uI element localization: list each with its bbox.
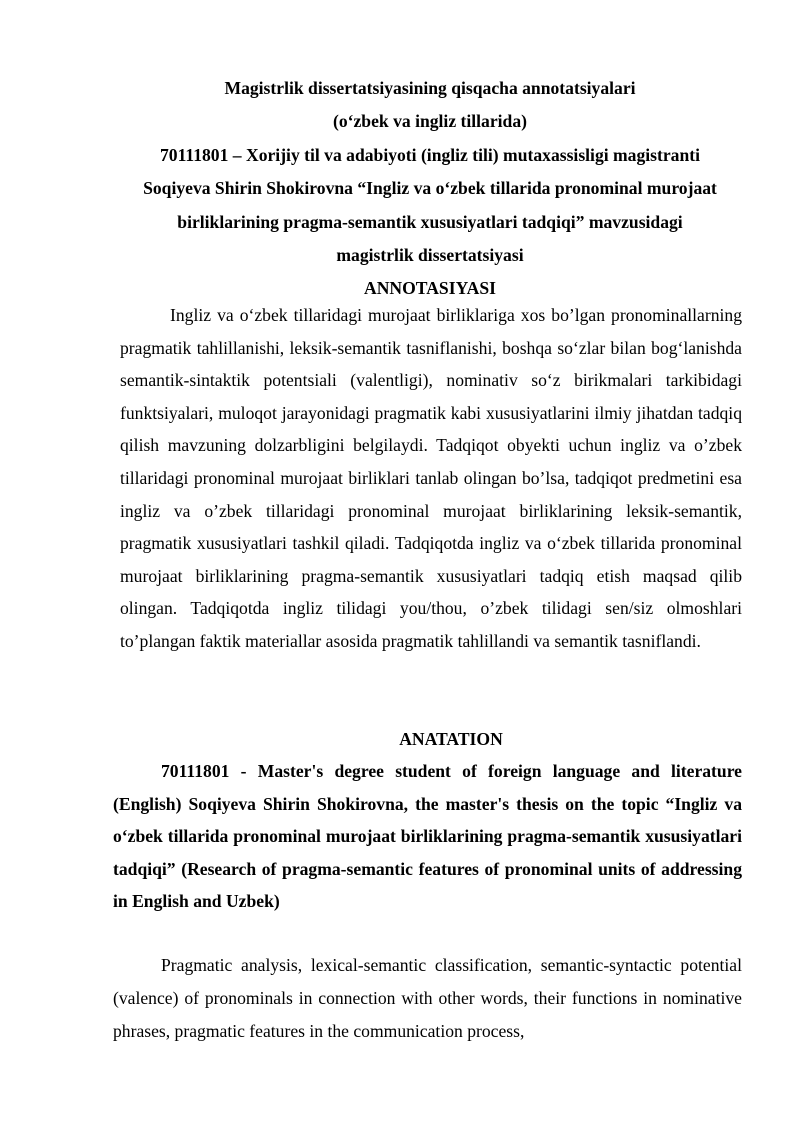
english-section-title: ANATATION [399, 729, 503, 749]
document-heading [110, 72, 750, 306]
english-body-paragraph: Pragmatic analysis, lexical-semantic classification, semantic-syntactic potential (valence) of pronominals in connection with other words, their functions in nominative phrases, pragmatic features in the communication process, [113, 955, 742, 1041]
heading-line-title: Magistrlik dissertatsiyasining qisqacha annotatsiyalari [224, 78, 636, 98]
uzbek-annotation-paragraph: Ingliz va o‘zbek tillaridagi murojaat birliklariga xos bo’lgan pronominallarning pragmatik tahlillanishi, leksik-semantik tasniflanishi, boshqa so‘zlar bilan bog‘lanishda semantik-sintaktik potentsiali (valentligi), nominativ so‘z birikmalari tarkibidagi funktsiyalari, muloqot jarayonidagi pragmatik kabi xususiyatlarini ilmiy jihatdan tadqiq qilish mavzuning dolzarbligini belgilaydi. Tadqiqot obyekti uchun ingliz va o’zbek tillaridagi pronominal murojaat birliklari tanlab olingan bo’lsa, tadqiqot predmetini esa ingliz va o’zbek tillaridagi pronominal murojaat birliklarining leksik-semantik, pragmatik xususiyatlari tashkil qiladi. Tadqiqotda ingliz va o‘zbek tillarida pronominal murojaat birliklarining pragma-semantik xususiyatlari tadqiq etish maqsad qilib olingan. Tadqiqotda ingliz tilidagi you/thou, o’zbek tilidagi sen/siz olmoshlari to’plangan faktik materiallar asosida pragmatik tahlillandi va semantik tasniflandi. [120, 305, 742, 651]
heading-line-topic-cont: birliklarining pragma-semantik xususiyatlari tadqiqi” mavzusidagi [177, 211, 683, 232]
heading-line-author-topic: Soqiyeva Shirin Shokirovna “Ingliz va o‘zbek tillarida pronominal murojaat [143, 178, 717, 199]
english-intro-paragraph: 70111801 - Master's degree student of foreign language and literature (English) Soqiyeva Shirin Shokirovna, the master's thesis on the topic “Ingliz va o‘zbek tillarida pronominal murojaat birliklarining pragma-semantik xususiyatlari tadqiqi” (Research of pragma-semantic features of pronominal units of addressing in English and Uzbek) [113, 761, 742, 912]
heading-line-annotation: ANNOTASIYASI [364, 278, 496, 299]
heading-line-thesis: magistrlik dissertatsiyasi [336, 245, 524, 266]
heading-line-specialty: 70111801 – Xorijiy til va adabiyoti (ingliz tili) mutaxassisligi magistranti [159, 144, 701, 165]
heading-line-languages: (o‘zbek va ingliz tillarida) [332, 111, 527, 132]
